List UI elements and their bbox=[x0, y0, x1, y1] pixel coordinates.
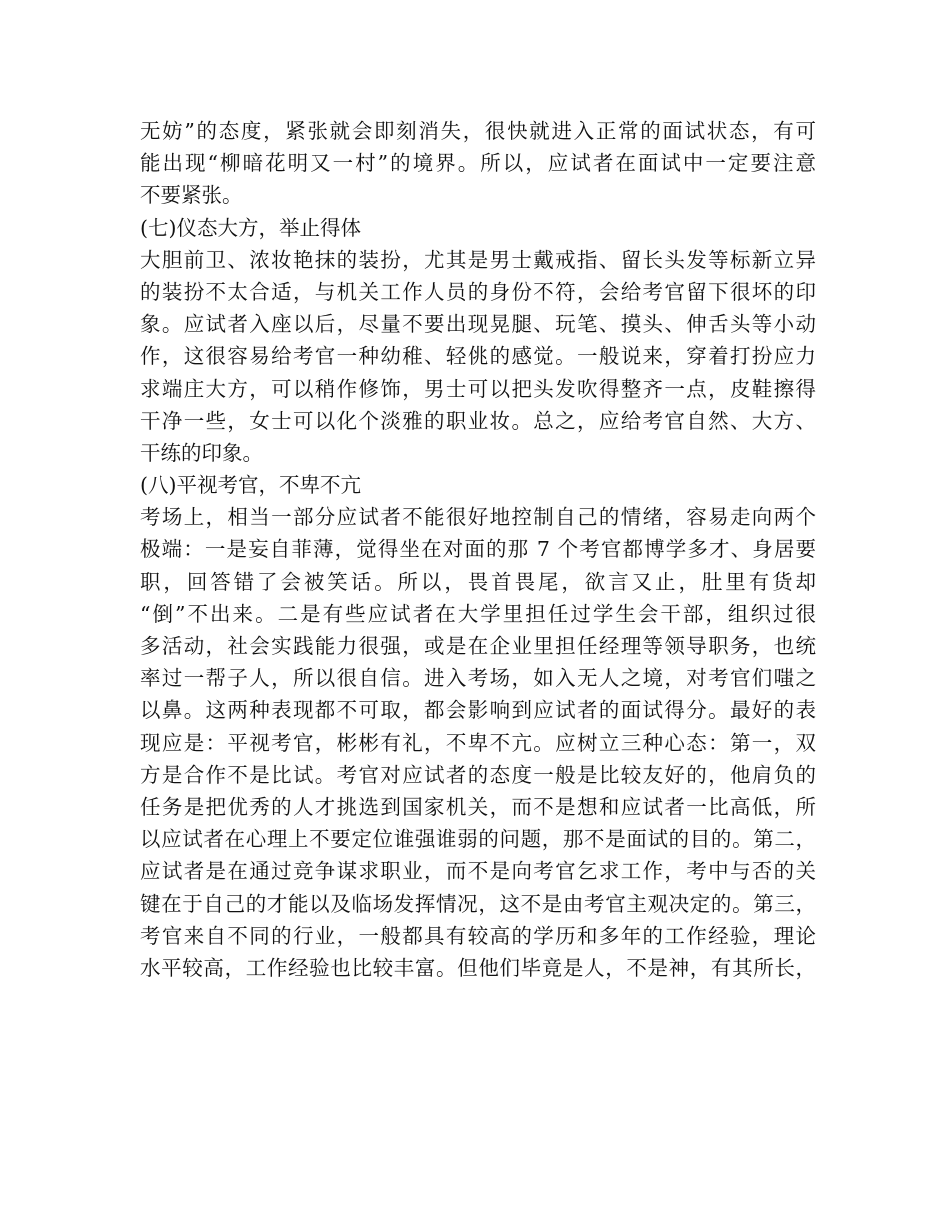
text-line: 大胆前卫、浓妆艳抹的装扮，尤其是男士戴戒指、留长头发等标新立异 bbox=[140, 247, 816, 272]
text-line: 职，回答错了会被笑话。所以，畏首畏尾，欲言又止，肚里有货却 bbox=[140, 569, 816, 594]
section-heading: (七)仪态大方，举止得体 bbox=[140, 215, 361, 240]
text-line: 以应试者在心理上不要定位谁强谁弱的问题，那不是面试的目的。第二， bbox=[140, 827, 816, 852]
text-line: 键在于自己的才能以及临场发挥情况，这不是由考官主观决定的。第三， bbox=[140, 891, 816, 916]
text-line: 率过一帮子人，所以很自信。进入考场，如入无人之境，对考官们嗤之 bbox=[140, 666, 816, 691]
text-line: 极端：一是妄自菲薄，觉得坐在对面的那 7 个考官都博学多才、身居要 bbox=[140, 537, 816, 562]
text-line: 不要紧张。 bbox=[140, 183, 243, 208]
text-line: 任务是把优秀的人才挑选到国家机关，而不是想和应试者一比高低，所 bbox=[140, 794, 816, 819]
text-line: 以鼻。这两种表现都不可取，都会影响到应试者的面试得分。最好的表 bbox=[140, 698, 816, 723]
section-heading: (八)平视考官，不卑不亢 bbox=[140, 473, 361, 498]
text-line: 水平较高，工作经验也比较丰富。但他们毕竟是人，不是神，有其所长， bbox=[140, 955, 816, 980]
text-line: 考场上，相当一部分应试者不能很好地控制自己的情绪，容易走向两个 bbox=[140, 505, 816, 530]
text-line: 的装扮不太合适，与机关工作人员的身份不符，会给考官留下很坏的印 bbox=[140, 279, 816, 304]
text-line: 考官来自不同的行业，一般都具有较高的学历和多年的工作经验，理论 bbox=[140, 923, 816, 948]
text-line: 多活动，社会实践能力很强，或是在企业里担任经理等领导职务，也统 bbox=[140, 634, 816, 658]
text-line: “倒”不出来。二是有些应试者在大学里担任过学生会干部，组织过很 bbox=[140, 601, 816, 626]
text-line: 能出现“柳暗花明又一村”的境界。所以，应试者在面试中一定要注意 bbox=[140, 151, 816, 176]
text-line: 方是合作不是比试。考官对应试者的态度一般是比较友好的，他肩负的 bbox=[140, 762, 816, 787]
text-line: 现应是：平视考官，彬彬有礼，不卑不亢。应树立三种心态：第一，双 bbox=[140, 730, 816, 755]
text-line: 无妨”的态度，紧张就会即刻消失，很快就进入正常的面试状态，有可 bbox=[140, 119, 816, 143]
text-line: 应试者是在通过竞争谋求职业，而不是向考官乞求工作，考中与否的关 bbox=[140, 859, 816, 884]
text-line: 干净一些，女士可以化个淡雅的职业妆。总之，应给考官自然、大方、 bbox=[140, 408, 816, 433]
text-line: 象。应试者入座以后，尽量不要出现晃腿、玩笔、摸头、伸舌头等小动 bbox=[140, 312, 816, 337]
text-line: 求端庄大方，可以稍作修饰，男士可以把头发吹得整齐一点，皮鞋擦得 bbox=[140, 376, 816, 401]
body-text bbox=[140, 115, 816, 984]
text-line: 干练的印象。 bbox=[140, 440, 263, 465]
text-line: 作，这很容易给考官一种幼稚、轻佻的感觉。一般说来，穿着打扮应力 bbox=[140, 344, 816, 369]
